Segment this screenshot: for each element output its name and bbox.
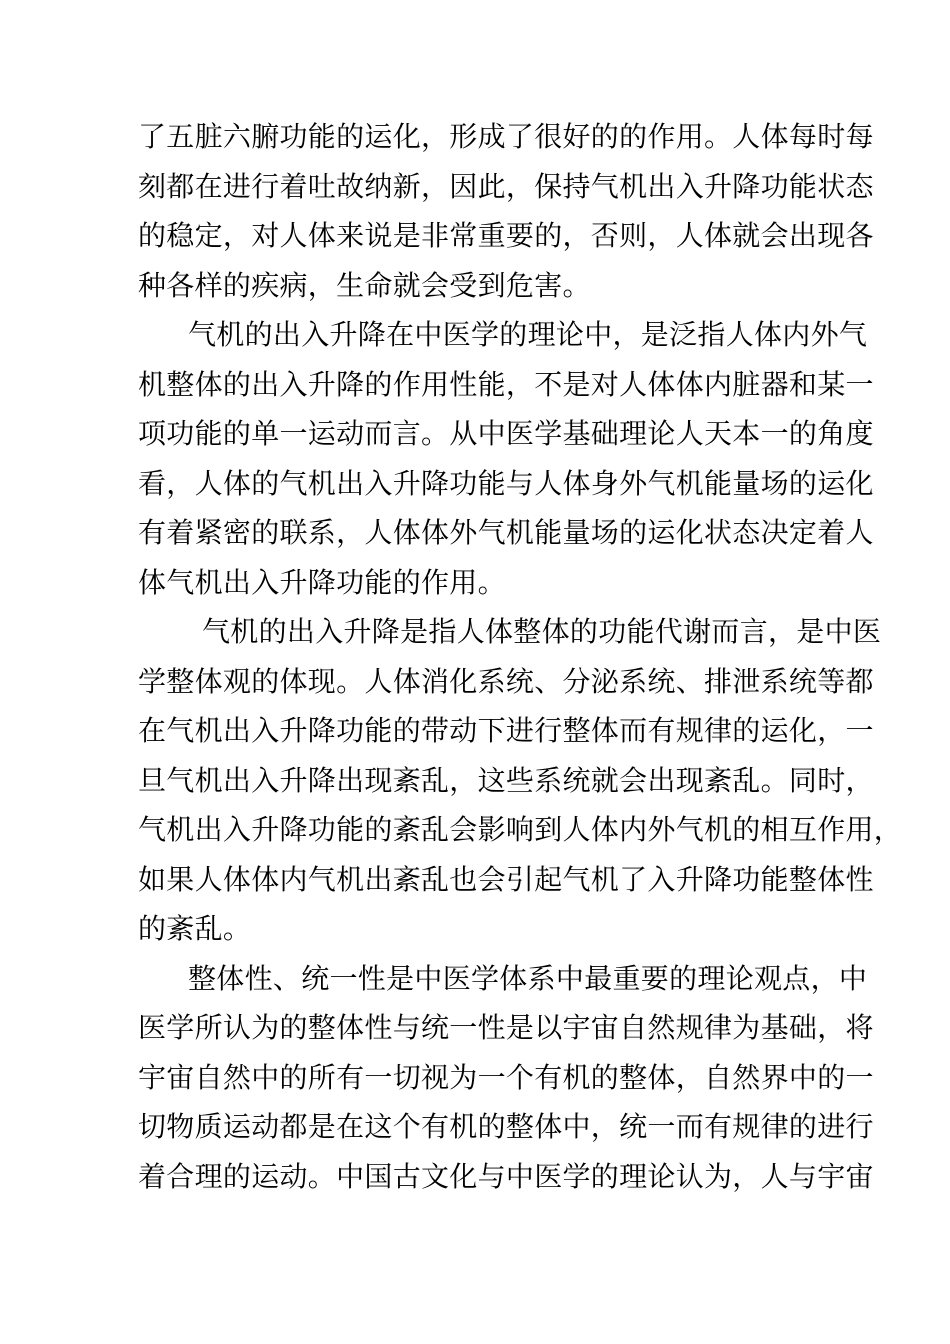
paragraph-line: 项功能的单一运动而言。从中医学基础理论人天本一的角度 [138, 417, 874, 450]
paragraph-line: 刻都在进行着吐故纳新，因此，保持气机出入升降功能状态 [138, 169, 874, 203]
paragraph-line: 体气机出入升降功能的作用。 [138, 565, 506, 599]
document-body [138, 112, 903, 1201]
paragraph-line: 了五脏六腑功能的运化，形成了很好的的作用。人体每时每 [138, 120, 874, 153]
paragraph-line: 的稳定，对人体来说是非常重要的，否则，人体就会出现各 [138, 219, 874, 252]
paragraph-line: 气机出入升降功能的紊乱会影响到人体内外气机的相互作用， [138, 813, 903, 846]
paragraph-1 [138, 112, 874, 310]
paragraph-line: 医学所认为的整体性与统一性是以宇宙自然规律为基础，将 [138, 1011, 874, 1044]
paragraph-line: 宇宙自然中的所有一切视为一个有机的整体，自然界中的一 [138, 1060, 874, 1094]
paragraph-3 [138, 607, 903, 954]
paragraph-line: 如果人体体内气机出紊乱也会引起气机了入升降功能整体性 [138, 862, 874, 896]
paragraph-line: 种各样的疾病，生命就会受到危害。 [138, 268, 591, 302]
paragraph-2 [138, 310, 874, 607]
paragraph-line: 的紊乱。 [138, 912, 252, 945]
paragraph-4 [138, 954, 874, 1202]
paragraph-line: 气机的出入升降是指人体整体的功能代谢而言，是中医 [202, 615, 882, 648]
paragraph-line: 整体性、统一性是中医学体系中最重要的理论观点，中 [188, 961, 868, 995]
paragraph-line: 学整体观的体现。人体消化系统、分泌系统、排泄系统等都 [138, 664, 874, 698]
paragraph-line: 切物质运动都是在这个有机的整体中，统一而有规律的进行 [138, 1110, 874, 1143]
paragraph-line: 有着紧密的联系，人体体外气机能量场的运化状态决定着人 [138, 516, 874, 549]
paragraph-line: 旦气机出入升降出现紊乱，这些系统就会出现紊乱。同时， [138, 763, 874, 797]
paragraph-line: 看，人体的气机出入升降功能与人体身外气机能量场的运化 [138, 466, 874, 500]
paragraph-line: 在气机出入升降功能的带动下进行整体而有规律的运化，一 [138, 714, 874, 747]
paragraph-line: 着合理的运动。中国古文化与中医学的理论认为，人与宇宙 [138, 1159, 874, 1193]
paragraph-line: 机整体的出入升降的作用性能，不是对人体体内脏器和某一 [138, 367, 874, 401]
paragraph-line: 气机的出入升降在中医学的理论中，是泛指人体内外气 [188, 318, 868, 351]
